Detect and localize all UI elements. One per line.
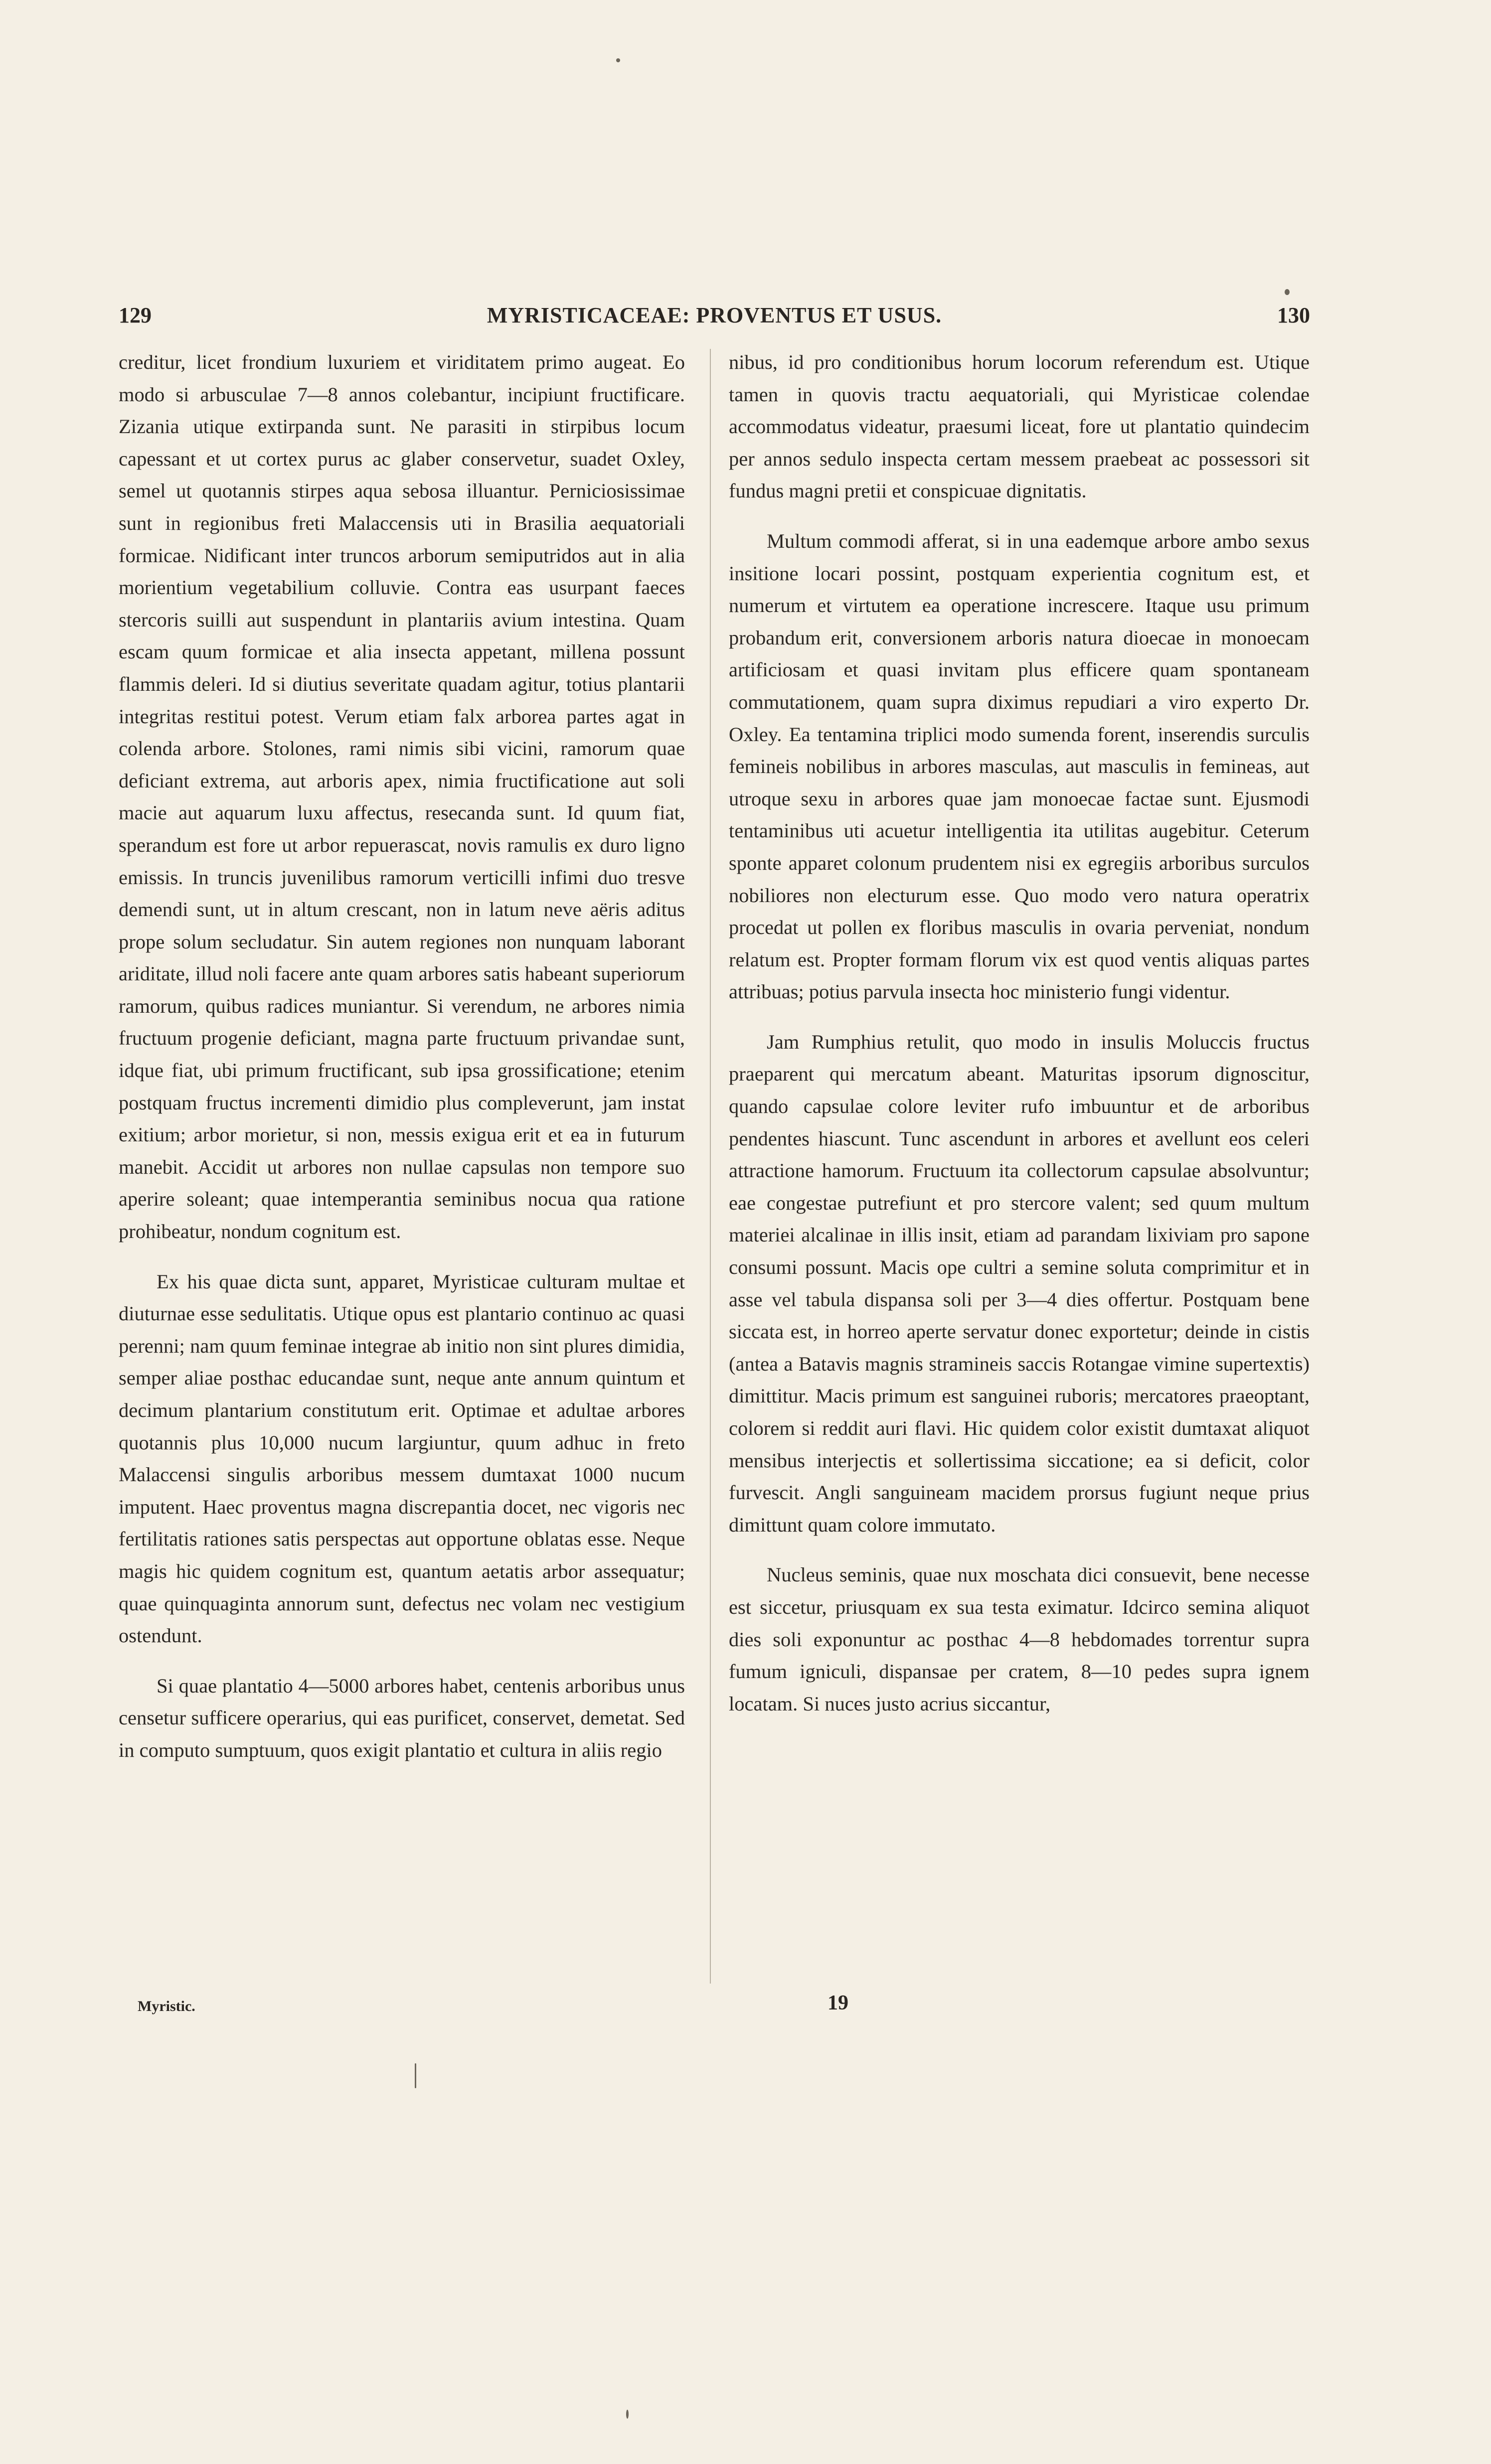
dust-speck — [626, 2410, 629, 2419]
paragraph: Multum commodi afferat, si in una eademque arbore ambo sexus insitione locari possint, postquam experientia cognitum est, et numerum et virtutem ea operatione increscere. Itaque usu primum probandum erit, conversionem arboris natura dioecae in monoecam artificiosam et quasi invitam plus efficere quam spontaneam commutationem, quam supra diximus repudiari a viro experto Dr. Oxley. Ea tentamina triplici modo sumenda forent, inserendis surculis femineis nobilibus in arbores masculas, aut masculis in femineas, aut utroque sexu in arbores quae jam monoecae factae sunt. Ejusmodi tentaminibus uti acuetur intelligentia ita utilitas augebitur. Ceterum sponte apparet colonum prudentem nisi ex egregiis arboribus surculos nobiliores non electurum esse. Quo modo vero natura operatrix procedat ut pollen ex floribus masculis in ovaria perveniat, nondum relatum est. Propter formam florum vix est quod ventis aliquas partes attribuas; potius parvula insecta hoc ministerio fungi videntur. — [729, 529, 1310, 1003]
page-number-right: 130 — [1277, 303, 1310, 327]
left-column — [119, 346, 685, 1767]
paragraph: creditur, licet frondium luxuriem et viriditatem primo augeat. Eo modo si arbusculae 7—8 annos colebantur, incipiunt fructificare. Zizania utique extirpanda sunt. Ne parasiti in stirpibus locum capessant et ut cortex purus ac glaber conservetur, suadet Oxley, semel ut quotannis stirpes aqua sebosa illuantur. Perniciosissimae sunt in regionibus freti Malaccensis uti in Brasilia aequatoriali formicae. Nidificant inter truncos arborum semiputridos aut in alia morientium vegetabilium colluvie. Contra eas usurpant faeces stercoris suilli aut suspendunt in plantariis avium intestina. Quam escam quum formicae et alia insecta appetant, millena possunt flammis deleri. Id si diutius severitate quadam agitur, totius plantarii integritas restitui potest. Verum etiam falx arborea partes agat in colenda arbore. Stolones, rami nimis sibi vicini, ramorum quae deficiant extrema, aut arboris apex, nimia fructificatione aut soli macie aut aquarum luxu affectus, resecanda sunt. Id quum fiat, sperandum est fore ut arbor repuerascat, novis ramulis ex duro ligno emissis. In truncis juvenilibus ramorum verticilli infimi duo tresve demendi sunt, ut in altum crescant, non in latum neve aëris aditus prope solum secludatur. Sin autem regiones non nunquam laborant ariditate, illud noli facere ante quam arbores satis habeant superiorum ramorum, quibus radices muniantur. Si verendum, ne arbores nimia fructuum progenie deficiant, magna parte fructuum privandae sunt, idque fiat, ubi primum fructificant, sub ipsa grossificatione; etenim postquam fructus incrementi dimidio plus compleverunt, jam instat exitium; arbor morietur, si non, messis exigua erit et ea in futurum manebit. Accidit ut arbores non nullae capsulas non tempore suo aperire soleant; quae intemperantia seminibus nocua qua ratione prohibeatur, nondum cognitum est. — [119, 351, 685, 1243]
paragraph: nibus, id pro conditionibus horum locorum referendum est. Utique tamen in quovis tractu aequatoriali, qui Myristicae colendae accommodatus videatur, praesumi liceat, fore ut plantatio quindecim per annos sedulo inspecta certam messem praebeat ac possessori sit fundus magni pretii et conspicuae dignitatis. — [729, 351, 1310, 502]
right-column — [729, 346, 1310, 1720]
dust-speck — [1285, 289, 1290, 295]
sheet-number: 19 — [828, 1992, 848, 2014]
dust-speck — [415, 2063, 416, 2088]
dust-speck — [616, 58, 620, 62]
running-title: MYRISTICACEAE: PROVENTUS ET USUS. — [487, 303, 942, 327]
running-header — [119, 297, 1310, 336]
paragraph: Nucleus seminis, quae nux moschata dici consuevit, bene necesse est siccetur, priusquam ex sua testa eximatur. Idcirco semina aliquot dies soli exponuntur ac posthac 4—8 hebdomades torrentur supra fumum igniculi, dispansae per cratem, 8—10 pedes supra ignem locatam. Si nuces justo acrius siccantur, — [729, 1563, 1310, 1715]
column-divider — [710, 349, 711, 1984]
page-number-left: 129 — [119, 303, 152, 327]
paragraph: Si quae plantatio 4—5000 arbores habet, centenis arboribus unus censetur sufficere operarius, qui eas purificet, conservet, demetat. Sed in computo sumptuum, quos exigit plantatio et cultura in aliis regio — [119, 1674, 685, 1761]
paragraph: Ex his quae dicta sunt, apparet, Myristicae culturam multae et diuturnae esse sedulitatis. Utique opus est plantario continuo ac quasi perenni; nam quum feminae integrae ab initio non sint plures dimidia, semper aliae posthac educandae sunt, neque ante annum quintum et decimum plantarium constitutum erit. Optimae et adultae arbores quotannis plus 10,000 nucum largiuntur, quum adhuc in freto Malaccensi singulis arboribus messem dumtaxat 1000 nucum imputent. Haec proventus magna discrepantia docet, nec vigoris nec fertilitatis rationes satis perspectas aut opportune oblatas esse. Neque magis hic quidem cognitum est, quantum aetatis arbor assequatur; quae quinquaginta annorum sunt, defectus nec volam nec vestigium ostendunt. — [119, 1270, 685, 1647]
signature-mark: Myristic. — [138, 1998, 195, 2014]
paragraph: Jam Rumphius retulit, quo modo in insulis Moluccis fructus praeparent qui mercatum abeant. Maturitas ipsorum dignoscitur, quando capsulae colore leviter rufo imbuuntur et de arboribus pendentes hiascunt. Tunc ascendunt in arbores et avellunt eos celeri attractione hamorum. Fructuum ita collectorum capsulae absolvuntur; eae congestae putrefiunt et pro stercore valent; sed quum multum materiei alcalinae in illis insit, etiam ad parandam lixiviam pro sapone consumi possunt. Macis ope cultri a semine soluta comprimitur et in asse vel tabula dispansa soli per 3—4 dies offertur. Postquam bene siccata est, in horreo aperte servatur donec exportetur; deinde in cistis (antea a Batavis magnis stramineis saccis Rotangae vimine supertextis) dimittitur. Macis primum est sanguinei ruboris; mercatores praeoptant, colorem si reddit auri flavi. Hic quidem color existit dumtaxat aliquot mensibus interjectis et sollertissima siccatione; ea si deficit, color furvescit. Angli sanguineam macidem prorsus fugiunt neque prius dimittunt quam colore immutato. — [729, 1030, 1310, 1536]
